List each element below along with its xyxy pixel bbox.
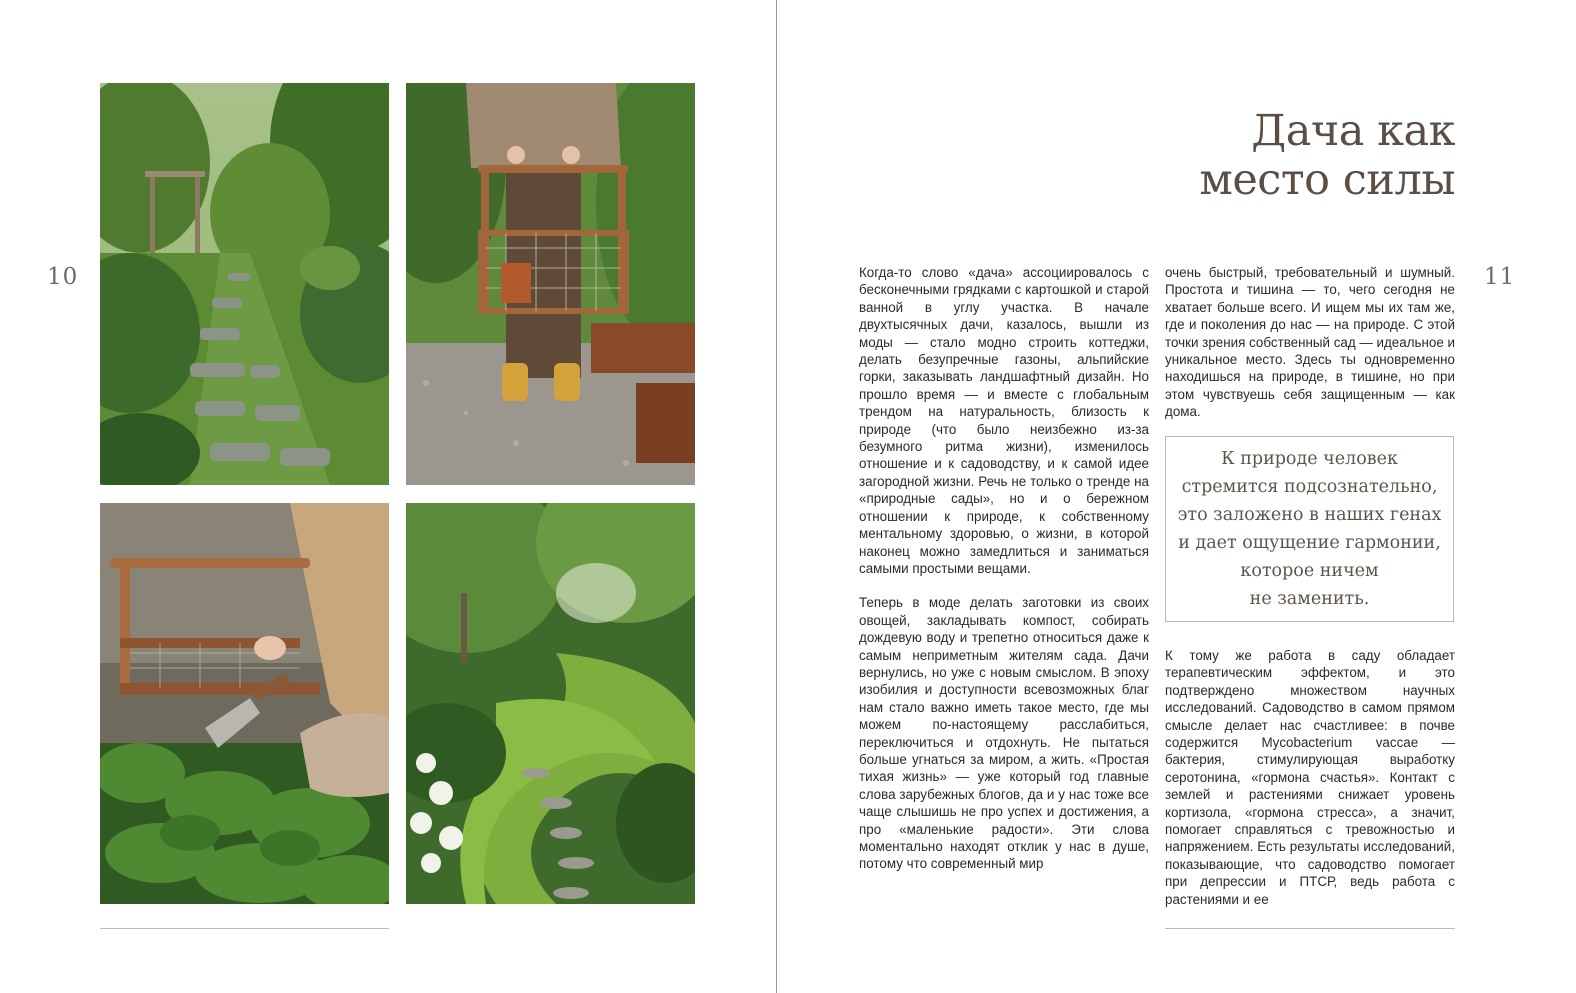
footer-rule-right (1165, 928, 1455, 929)
paragraph: К тому же работа в саду обладает терапевтическим эффектом, и это подтверждено множеством научных исследований. Садоводство в самом прямом смысле делает нас счастливее: в почве содержится Mycobacterium vaccae — бактерия, стимулирующая выработку серотонина, «гормона счастья». Контакт с землей и растениями снижает уровень кортизола, «гормона стресса», а значит, помогает справляться с тревожностью и напряжением. Есть результаты исследований, показывающие, что садоводство помогает при депрессии и ПТСР, ведь работа с растениями и ее (1165, 648, 1455, 907)
paragraph: Когда-то слово «дача» ассоциировалось с бесконечными грядками с картошкой и старой ванной в углу участка. В начале двухтысячных дачи, казалось, вышли из моды — стало модно строить коттеджи, делать безупречные газоны, альпийские горки, заказывать ландшафтный дизайн. Но прошло время — и вместе с глобальным трендом на натуральность, близость к природе (что было неизбежно из-за безумного ритма жизни), изменилось отношение и к садоводству, и к самой идее загородной жизни. Речь не только о тренде на «природные сады», но и о бережном отношении к природе, к собственному ментальному здоровью, о жизни, в которой наконец можно замедлиться и заниматься самыми простыми вещами. (859, 265, 1149, 576)
book-gutter (776, 0, 777, 993)
photo-tool-caddy-person (406, 83, 695, 485)
text-column-1 (859, 264, 1149, 873)
text-column-2-top (1165, 264, 1455, 421)
article-title-line1: Дача как (1251, 105, 1455, 156)
page-number-right: 11 (1484, 264, 1516, 290)
photo-strawberry-bed (100, 503, 389, 904)
paragraph: очень быстрый, требовательный и шумный. Простота и тишина — то, чего сегодня не хватает больше всего. И ищем мы их там же, где и поколения до нас — на природе. С этой точки зрения собственный сад — идеальное и уникальное место. Здесь ты одновременно находишься на природе, в тишине, но при этом чувствуешь себя защищенным — как дома. (1165, 265, 1455, 420)
photo-grass-path (406, 503, 695, 904)
footer-rule-left (100, 928, 389, 929)
page-number-left: 10 (47, 264, 79, 290)
paragraph: Теперь в моде делать заготовки из своих овощей, закладывать компост, собирать дождевую воду и трепетно относиться даже к самым неприметным жителям сада. Дачи вернулись, но уже с новым смыслом. В эпоху изобилия и доступности всевозможных благ нам стало важно иметь такое место, где мы можем по-настоящему расслабиться, переключиться и отдохнуть. Не пытаться больше угнаться за миром, а жить. «Простая тихая жизнь» — уже который год главные слова зарубежных блогов, да и у нас тоже все чаще слышишь не про успех и достижения, а про «маленькие радости». Эти слова моментально находят отклик у нас в душе, потому что современный мир (859, 595, 1149, 872)
pull-quote-text: К природе человек стремится подсознательно, это заложено в наших генах и дает ощущение гармонии, которое ничем не заменить. (1177, 449, 1442, 609)
photo-garden-path (100, 83, 389, 485)
pull-quote (1165, 436, 1454, 622)
text-column-2-bottom (1165, 647, 1455, 908)
article-title-line2: место силы (1199, 154, 1455, 205)
article-title (1199, 107, 1455, 205)
